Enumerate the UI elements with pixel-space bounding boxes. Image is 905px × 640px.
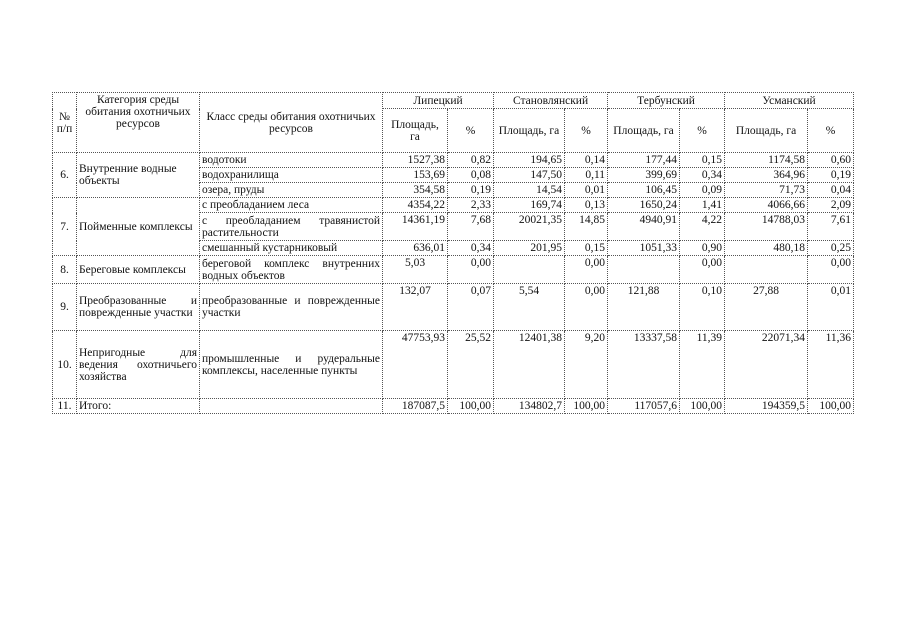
cell-pct: 0,14 [565, 153, 608, 168]
cell-area: 4354,22 [383, 198, 448, 213]
row-class: смешанный кустарниковый [200, 241, 383, 256]
total-area: 194359,5 [725, 399, 808, 414]
cell-pct: 0,07 [448, 284, 494, 331]
cell-area: 14361,19 [383, 213, 448, 241]
cell-area: 121,88 [608, 284, 680, 331]
cell-pct: 0,90 [680, 241, 725, 256]
cell-pct: 0,01 [565, 183, 608, 198]
cell-area: 364,96 [725, 168, 808, 183]
group-category: Внутренние водные объекты [77, 153, 200, 198]
cell-area: 153,69 [383, 168, 448, 183]
group-category: Непригодные для ведения охотничьего хозяйства [77, 331, 200, 399]
cell-area [725, 256, 808, 284]
group-num: 9. [53, 284, 77, 331]
cell-pct: 0,00 [808, 256, 854, 284]
cell-area: 636,01 [383, 241, 448, 256]
cell-area: 4940,91 [608, 213, 680, 241]
cell-area: 47753,93 [383, 331, 448, 399]
header-pct: % [448, 109, 494, 153]
header-num: № п/п [53, 93, 77, 153]
cell-area: 132,07 [383, 284, 448, 331]
cell-pct: 2,09 [808, 198, 854, 213]
cell-area: 4066,66 [725, 198, 808, 213]
cell-area [608, 256, 680, 284]
row-class: преобразованные и поврежденные участки [200, 284, 383, 331]
cell-area: 106,45 [608, 183, 680, 198]
cell-pct: 0,10 [680, 284, 725, 331]
header-district-lipetsky: Липецкий [383, 93, 494, 109]
header-pct: % [680, 109, 725, 153]
cell-area: 5,03 [383, 256, 448, 284]
header-area: Площадь, га [725, 109, 808, 153]
row-class: озера, пруды [200, 183, 383, 198]
header-area: Площадь, га [383, 109, 448, 153]
total-area: 134802,7 [494, 399, 565, 414]
cell-pct: 0,34 [448, 241, 494, 256]
cell-pct: 7,68 [448, 213, 494, 241]
total-area: 187087,5 [383, 399, 448, 414]
cell-area: 13337,58 [608, 331, 680, 399]
cell-pct: 0,34 [680, 168, 725, 183]
cell-pct: 0,82 [448, 153, 494, 168]
cell-area: 201,95 [494, 241, 565, 256]
row-class: с преобладанием травянистой растительности [200, 213, 383, 241]
cell-pct: 14,85 [565, 213, 608, 241]
cell-pct: 2,33 [448, 198, 494, 213]
group-num: 10. [53, 331, 77, 399]
header-district-usmansky: Усманский [725, 93, 854, 109]
cell-area: 20021,35 [494, 213, 565, 241]
cell-pct: 4,22 [680, 213, 725, 241]
cell-area: 5,54 [494, 284, 565, 331]
cell-pct: 0,15 [680, 153, 725, 168]
cell-area: 14,54 [494, 183, 565, 198]
cell-area: 1527,38 [383, 153, 448, 168]
total-pct: 100,00 [808, 399, 854, 414]
header-class: Класс среды обитания охотничьих ресурсов [200, 93, 383, 153]
group-category: Береговые комплексы [77, 256, 200, 284]
cell-area: 14788,03 [725, 213, 808, 241]
cell-pct: 0,19 [808, 168, 854, 183]
total-num: 11. [53, 399, 77, 414]
total-pct: 100,00 [448, 399, 494, 414]
cell-pct: 11,39 [680, 331, 725, 399]
cell-area: 1174,58 [725, 153, 808, 168]
cell-pct: 0,00 [448, 256, 494, 284]
header-district-terbunsky: Тербунский [608, 93, 725, 109]
cell-area: 399,69 [608, 168, 680, 183]
total-pct: 100,00 [565, 399, 608, 414]
cell-pct: 0,00 [565, 284, 608, 331]
header-district-stanovlyansky: Становлянский [494, 93, 608, 109]
cell-pct: 0,09 [680, 183, 725, 198]
cell-pct: 0,15 [565, 241, 608, 256]
cell-pct: 0,19 [448, 183, 494, 198]
cell-area: 1051,33 [608, 241, 680, 256]
cell-pct: 1,41 [680, 198, 725, 213]
cell-pct: 0,13 [565, 198, 608, 213]
group-category: Преобразованные и поврежденные участки [77, 284, 200, 331]
row-class: промышленные и рудеральные комплексы, населенные пункты [200, 331, 383, 399]
cell-area: 12401,38 [494, 331, 565, 399]
cell-area: 354,58 [383, 183, 448, 198]
cell-area: 27,88 [725, 284, 808, 331]
row-class: водохранилища [200, 168, 383, 183]
cell-pct: 0,00 [565, 256, 608, 284]
cell-pct: 0,01 [808, 284, 854, 331]
cell-area: 71,73 [725, 183, 808, 198]
cell-pct: 9,20 [565, 331, 608, 399]
header-pct: % [808, 109, 854, 153]
cell-area: 22071,34 [725, 331, 808, 399]
cell-area: 169,74 [494, 198, 565, 213]
group-category: Пойменные комплексы [77, 198, 200, 256]
cell-pct: 7,61 [808, 213, 854, 241]
cell-area: 1650,24 [608, 198, 680, 213]
row-class: с преобладанием леса [200, 198, 383, 213]
header-pct: % [565, 109, 608, 153]
cell-pct: 0,04 [808, 183, 854, 198]
header-area: Площадь, га [494, 109, 565, 153]
cell-area: 194,65 [494, 153, 565, 168]
cell-pct: 0,11 [565, 168, 608, 183]
cell-pct: 0,25 [808, 241, 854, 256]
group-num: 8. [53, 256, 77, 284]
cell-pct: 11,36 [808, 331, 854, 399]
cell-pct: 0,60 [808, 153, 854, 168]
total-label: Итого: [77, 399, 200, 414]
cell-area: 177,44 [608, 153, 680, 168]
group-num: 6. [53, 153, 77, 198]
row-class: береговой комплекс внутренних водных объектов [200, 256, 383, 284]
group-num: 7. [53, 198, 77, 256]
cell-area [494, 256, 565, 284]
row-class: водотоки [200, 153, 383, 168]
total-pct: 100,00 [680, 399, 725, 414]
cell-area: 147,50 [494, 168, 565, 183]
total-class [200, 399, 383, 414]
cell-pct: 0,08 [448, 168, 494, 183]
cell-pct: 0,00 [680, 256, 725, 284]
cell-area: 480,18 [725, 241, 808, 256]
habitat-table [52, 92, 854, 414]
total-area: 117057,6 [608, 399, 680, 414]
header-category: Категория среды обитания охотничьих ресурсов [77, 93, 200, 153]
cell-pct: 25,52 [448, 331, 494, 399]
header-area: Площадь, га [608, 109, 680, 153]
